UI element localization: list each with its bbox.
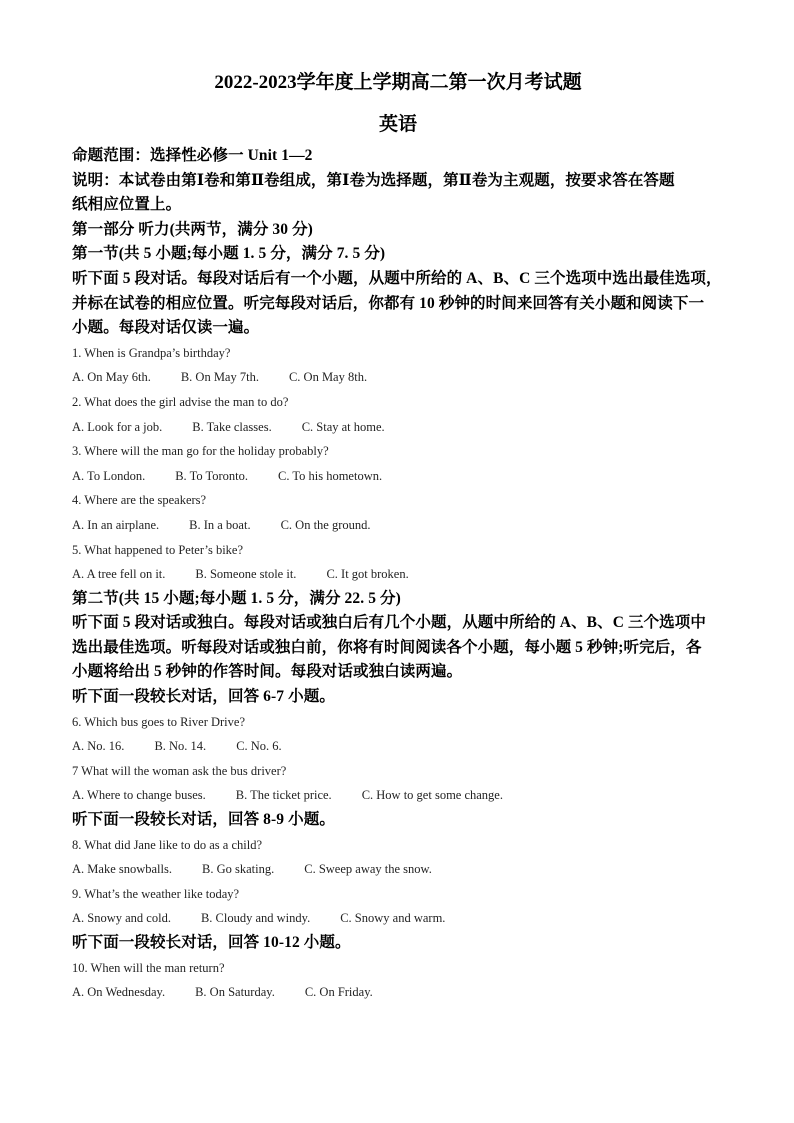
- option-c: C. Stay at home.: [301, 419, 385, 434]
- question-3-options: [72, 464, 724, 489]
- option-c: C. On Friday.: [304, 985, 373, 1000]
- option-b: B. Go skating.: [202, 862, 275, 877]
- section2-instructions-1: 听下面 5 段对话或独白。每段对话或独白后有几个小题，从题中所给的 A、B、C 三个选项中: [72, 614, 706, 632]
- group-heading-8-9: 听下面一段较长对话，回答 8-9 小题。: [72, 811, 335, 829]
- question-9: 9. What’s the weather like today?: [72, 886, 240, 901]
- question-7: 7 What will the woman ask the bus driver?: [72, 763, 287, 778]
- option-b: B. Take classes.: [192, 419, 272, 434]
- option-c: C. Sweep away the snow.: [304, 862, 432, 877]
- section1-instructions-1: 听下面 5 段对话。每段对话后有一个小题，从题中所给的 A、B、C 三个选项中选出最佳选项，: [72, 269, 722, 287]
- option-b: B. In a boat.: [189, 517, 251, 532]
- question-10: 10. When will the man return?: [72, 960, 225, 975]
- question-1: 1. When is Grandpa’s birthday?: [72, 345, 231, 360]
- question-10-options: [72, 980, 724, 1005]
- option-a: A. On Wednesday.: [72, 985, 166, 1000]
- group-heading-10-12: 听下面一段较长对话，回答 10-12 小题。: [72, 934, 351, 951]
- question-3: 3. Where will the man go for the holiday probably?: [72, 444, 329, 459]
- question-4-options: [72, 513, 724, 538]
- option-a: A. Look for a job.: [72, 419, 163, 434]
- option-b: B. The ticket price.: [235, 788, 332, 803]
- option-c: C. It got broken.: [326, 567, 409, 582]
- section2-heading: 第二节(共 15 小题;每小题 1. 5 分，满分 22. 5 分): [72, 589, 401, 607]
- question-5-options: [72, 562, 724, 587]
- option-b: B. No. 14.: [154, 739, 207, 754]
- option-b: B. Cloudy and windy.: [200, 911, 311, 926]
- question-6-options: [72, 734, 724, 759]
- instructions-line-2: 纸相应位置上。: [72, 196, 182, 214]
- section2-instructions-2: 选出最佳选项。听每段对话或独白前，你将有时间阅读各个小题，每小题 5 秒钟;听完后，各: [72, 638, 702, 656]
- option-c: C. Snowy and warm.: [340, 911, 446, 926]
- section1-instructions-2: 并标在试卷的相应位置。听完每段对话后，你都有 10 秒钟的时间来回答有关小题和阅读下一: [72, 294, 705, 312]
- option-a: A. To London.: [72, 468, 146, 483]
- section2-instructions-3: 小题将给出 5 秒钟的作答时间。每段对话或独白读两遍。: [72, 663, 463, 681]
- option-a: A. A tree fell on it.: [72, 567, 166, 582]
- question-2-options: [72, 415, 724, 440]
- group-heading-6-7: 听下面一段较长对话，回答 6-7 小题。: [72, 688, 335, 706]
- option-c: C. On the ground.: [280, 517, 371, 532]
- option-c: C. On May 8th.: [288, 370, 368, 385]
- question-9-options: [72, 906, 724, 931]
- option-b: B. On May 7th.: [180, 370, 259, 385]
- option-b: B. Someone stole it.: [195, 567, 297, 582]
- option-c: C. How to get some change.: [361, 788, 503, 803]
- option-a: A. Where to change buses.: [72, 788, 206, 803]
- exam-subject: 英语: [378, 114, 417, 135]
- exam-page: [72, 68, 724, 1005]
- section1-instructions-3: 小题。每段对话仅读一遍。: [72, 319, 260, 337]
- question-2: 2. What does the girl advise the man to do?: [72, 394, 289, 409]
- option-b: B. On Saturday.: [195, 985, 275, 1000]
- instructions-line-1: 说明：本试卷由第Ⅰ卷和第Ⅱ卷组成，第Ⅰ卷为选择题，第Ⅱ卷为主观题，按要求答在答题: [72, 171, 675, 189]
- question-5: 5. What happened to Peter’s bike?: [72, 542, 244, 557]
- option-c: C. To his hometown.: [278, 468, 383, 483]
- question-8-options: [72, 857, 724, 882]
- section1-heading: 第一节(共 5 小题;每小题 1. 5 分，满分 7. 5 分): [72, 245, 386, 263]
- option-a: A. No. 16.: [72, 739, 125, 754]
- scope-line: 命题范围：选择性必修一 Unit 1—2: [72, 147, 313, 164]
- question-8: 8. What did Jane like to do as a child?: [72, 837, 262, 852]
- question-1-options: [72, 365, 724, 390]
- option-b: B. To Toronto.: [175, 468, 248, 483]
- option-a: A. In an airplane.: [72, 517, 160, 532]
- option-a: A. Snowy and cold.: [72, 911, 171, 926]
- option-c: C. No. 6.: [236, 739, 282, 754]
- question-4: 4. Where are the speakers?: [72, 493, 207, 508]
- option-a: A. Make snowballs.: [72, 862, 172, 877]
- question-7-options: [72, 783, 724, 808]
- question-6: 6. Which bus goes to River Drive?: [72, 714, 245, 729]
- exam-title: 2022-2023学年度上学期高二第一次月考试题: [214, 72, 582, 93]
- option-a: A. On May 6th.: [72, 370, 151, 385]
- part1-heading: 第一部分 听力(共两节，满分 30 分): [72, 220, 313, 238]
